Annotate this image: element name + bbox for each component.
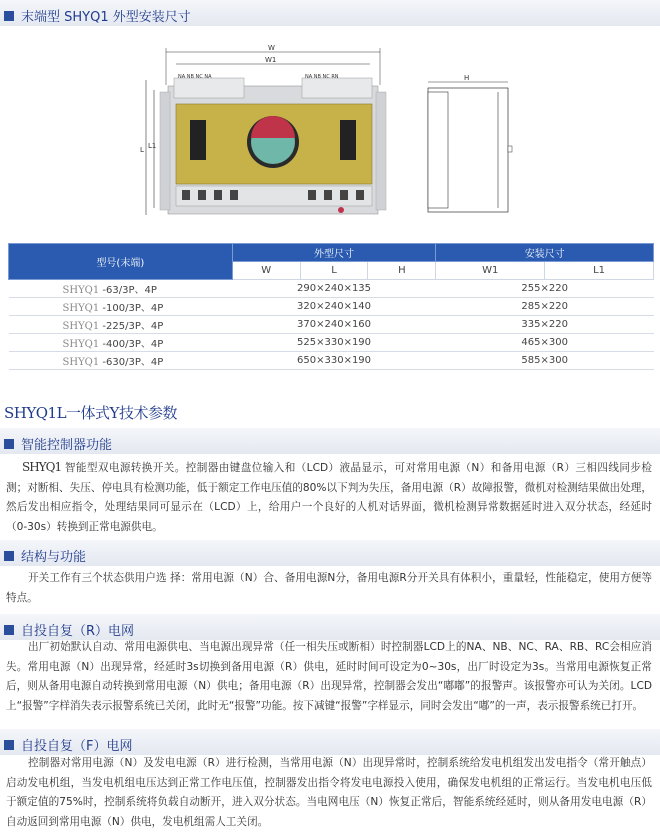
model-spec: -100/3P、4P — [102, 303, 164, 314]
square-bullet-icon — [4, 551, 14, 561]
l-label: L — [140, 146, 144, 154]
table-row — [9, 334, 654, 352]
install-size: 285×220 — [436, 298, 654, 316]
dimension-table — [8, 243, 654, 370]
section-title-text: 结构与功能 — [21, 550, 87, 565]
table-row — [9, 352, 654, 370]
section-header-bar — [0, 540, 660, 566]
structure-paragraph — [6, 569, 652, 608]
sub-l: L — [300, 262, 368, 280]
l1-label: L1 — [148, 142, 157, 150]
paragraph-text: 智能型双电源转换开关。控制器由键盘位输入和（LCD）液晶显示，可对常用电源（N）和备用电源（R）三相四线同步检测；对断相、失压、停电具有检测功能，低于额定工作电压值的80%以下判为失压，备用电源（R）故障报警，微机对检测结果做出处理，然后发出相应指令，处理结果同可显示在（LCD）上，给用户一个良好的人机对话界面，微机检测异常数据延时进入双分状态，经延时（0-30s）转换到正常电源供电。 — [6, 462, 652, 533]
paragraph-text: 开关工作有三个状态供用户选 择：常用电源（N）合、备用电源N分，备用电源R分开关具有体积小，重量轻，性能稳定，使用方便等特点。 — [6, 572, 652, 604]
sub-l1: L1 — [545, 262, 654, 280]
square-bullet-icon — [4, 439, 14, 449]
section-title-f-grid — [4, 735, 132, 754]
model-name: SHYQ1 — [62, 339, 100, 350]
model-spec: -400/3P、4P — [102, 339, 164, 350]
install-size: 335×220 — [436, 316, 654, 334]
model-spec: -630/3P、4P — [102, 357, 164, 368]
table-row — [9, 298, 654, 316]
section-title-r-grid — [4, 620, 134, 639]
section-title-dimensions — [4, 6, 191, 25]
product-dimension-diagram — [130, 40, 530, 225]
model-spec: -63/3P、4P — [102, 285, 157, 296]
section-title-text: 智能控制器功能 — [21, 438, 113, 453]
f-grid-paragraph — [6, 754, 652, 832]
table-row — [9, 280, 654, 298]
outer-size: 650×330×190 — [232, 352, 436, 370]
r-grid-paragraph — [6, 638, 652, 716]
right-terminal-label: NA NB NC RN — [305, 74, 339, 80]
head-model: 型号(末端) — [9, 244, 233, 280]
model-name: SHYQ1 — [62, 321, 100, 332]
main-title: SHYQ1L一体式Y技术参数 — [4, 404, 177, 422]
sub-w: W — [232, 262, 300, 280]
install-size: 255×220 — [436, 280, 654, 298]
section-title-controller — [4, 434, 112, 453]
outer-size: 525×330×190 — [232, 334, 436, 352]
h-label: H — [464, 74, 470, 82]
w1-label: W1 — [265, 56, 277, 64]
outer-size: 370×240×160 — [232, 316, 436, 334]
model-name: SHYQ1 — [62, 357, 100, 368]
controller-paragraph — [6, 458, 652, 537]
outer-size: 290×240×135 — [232, 280, 436, 298]
paragraph-text: 控制器对常用电源（N）及发电电源（R）进行检测，当常用电源（N）出现异常时，控制系统给发电机组发出发电指令（常开触点）启动发电机组，当发电机组电压达到正常工作电压值，控制器发出指令将发电电源投入使用，确保发电机组的正常运行。当发电机电压低于额定值的75%时，控制系统将负载自动断开，进入双分状态。当电网电压（N）恢复正常后，智能系统经延时，则从备用发电电源（R）自动返回到常用电源（N）供电，发电机组需人工关闭。 — [6, 757, 652, 828]
lead-model: SHYQ1 — [22, 460, 62, 474]
head-outer: 外型尺寸 — [232, 244, 436, 262]
section-title-text: 自投自复（R）电网 — [21, 624, 135, 639]
section-title-text: 末端型 SHYQ1 外型安装尺寸 — [21, 10, 191, 25]
model-spec: -225/3P、4P — [102, 321, 164, 332]
model-name: SHYQ1 — [62, 303, 100, 314]
outer-size: 320×240×140 — [232, 298, 436, 316]
paragraph-text: 出厂初始默认自动、常用电源供电、当电源出现异常（任一相失压或断相）时控制器LCD上的NA、NB、NC、RA、RB、RC会相应消失。常用电源（N）出现异常，经延时3s切换到备用电源（R）供电，延时时间可设定为0~30s，出厂时设定为3s。当常用电源恢复正常后，则从备用电源自动转换到常用电源（N）供电；备用电源（R）出现异常，控制器会发出“嘟嘟”的报警声。该报警亦可认为关闭。LCD上“报警”字样消失表示报警系统已关闭，此时无“报警”功能。按下减键“报警”字样显示，同时会发出“嘟”的一声，表示报警系统已打开。 — [6, 641, 652, 712]
sub-h: H — [368, 262, 436, 280]
sub-w1: W1 — [436, 262, 545, 280]
section-title-structure — [4, 546, 86, 565]
head-install: 安装尺寸 — [436, 244, 654, 262]
install-size: 585×300 — [436, 352, 654, 370]
table-row — [9, 316, 654, 334]
square-bullet-icon — [4, 740, 14, 750]
install-size: 465×300 — [436, 334, 654, 352]
section-title-text: 自投自复（F）电网 — [21, 739, 133, 754]
left-terminal-label: NA NB NC NA — [178, 74, 212, 80]
w-label: W — [268, 44, 275, 52]
square-bullet-icon — [4, 11, 14, 21]
square-bullet-icon — [4, 625, 14, 635]
model-name: SHYQ1 — [62, 285, 100, 296]
